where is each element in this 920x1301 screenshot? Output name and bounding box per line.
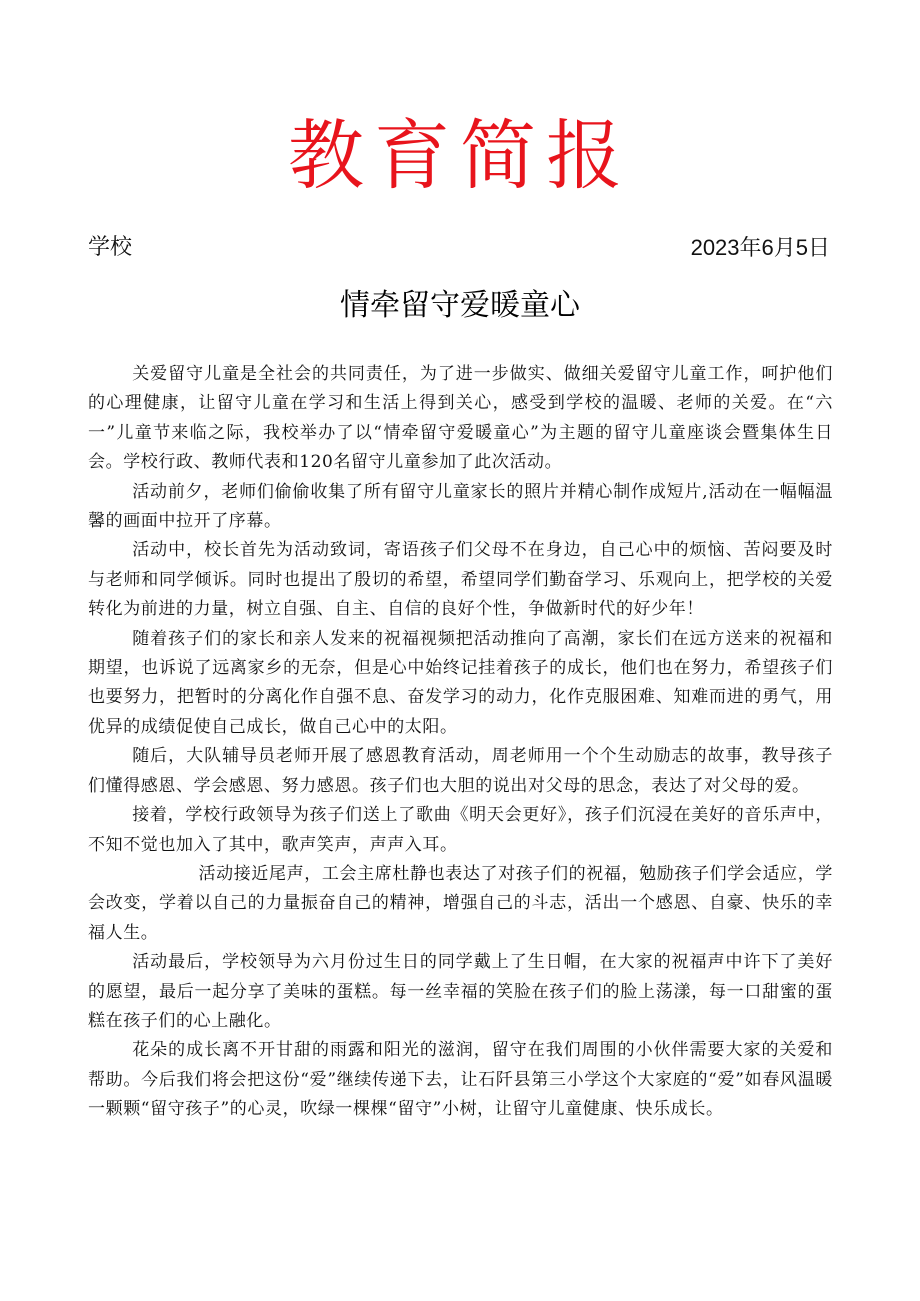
article-body xyxy=(88,360,833,1125)
meta-row xyxy=(88,228,830,268)
paragraph: 随着孩子们的家长和亲人发来的祝福视频把活动推向了高潮，家长们在远方送来的祝福和期望，也诉说了远离家乡的无奈，但是心中始终记挂着孩子的成长，他们也在努力，希望孩子们也要努力，把暂时的分离化作自强不息、奋发学习的动力，化作克服困难、知难而进的勇气，用优异的成绩促使自己成长，做自己心中的太阳。 xyxy=(88,628,833,737)
issue-date: 2023年6月5日 xyxy=(690,235,830,260)
paragraph: 活动接近尾声，工会主席杜静也表达了对孩子们的祝福，勉励孩子们学会适应，学会改变，学着以自己的力量振奋自己的精神，增强自己的斗志，活出一个感恩、自豪、快乐的幸福人生。 xyxy=(88,863,833,943)
school-label: 学校 xyxy=(88,235,133,260)
paragraph: 活动前夕，老师们偷偷收集了所有留守儿童家长的照片并精心制作成短片,活动在一幅幅温馨的画面中拉开了序幕。 xyxy=(88,481,833,532)
paragraph: 花朵的成长离不开甘甜的雨露和阳光的滋润，留守在我们周围的小伙伴需要大家的关爱和帮助。今后我们将会把这份“爱”继续传递下去，让石阡县第三小学这个大家庭的“爱”如春风温暖一颗颗“留守孩子”的心灵，吹绿一棵棵“留守”小树，让留守儿童健康、快乐成长。 xyxy=(88,1040,833,1120)
paragraph: 接着，学校行政领导为孩子们送上了歌曲《明天会更好》，孩子们沉浸在美好的音乐声中，不知不觉也加入了其中，歌声笑声，声声入耳。 xyxy=(88,805,833,855)
paragraph: 随后，大队辅导员老师开展了感恩教育活动，周老师用一个个生动励志的故事，教导孩子们懂得感恩、学会感恩、努力感恩。孩子们也大胆的说出对父母的思念，表达了对父母的爱。 xyxy=(88,746,833,796)
paragraph: 活动中，校长首先为活动致词，寄语孩子们父母不在身边，自己心中的烦恼、苦闷要及时与老师和同学倾诉。同时也提出了殷切的希望，希望同学们勤奋学习、乐观向上，把学校的关爱转化为前进的力量，树立自强、自主、自信的良好个性，争做新时代的好少年！ xyxy=(88,540,833,620)
paragraph: 活动最后，学校领导为六月份过生日的同学戴上了生日帽，在大家的祝福声中许下了美好的愿望，最后一起分享了美味的蛋糕。每一丝幸福的笑脸在孩子们的脸上荡漾，每一口甜蜜的蛋糕在孩子们的心上融化。 xyxy=(88,952,833,1031)
article-headline: 情牵留守爱暖童心 xyxy=(340,288,580,323)
paragraph: 关爱留守儿童是全社会的共同责任，为了进一步做实、做细关爱留守儿童工作，呵护他们的心理健康，让留守儿童在学习和生活上得到关心，感受到学校的温暖、老师的关爱。在“六一”儿童节来临之际，我校举办了以“情牵留守爱暖童心”为主题的留守儿童座谈会暨集体生日会。学校行政、教师代表和120名留守儿童参加了此次活动。 xyxy=(88,364,833,473)
masthead-title: 教育简报 xyxy=(288,111,632,200)
